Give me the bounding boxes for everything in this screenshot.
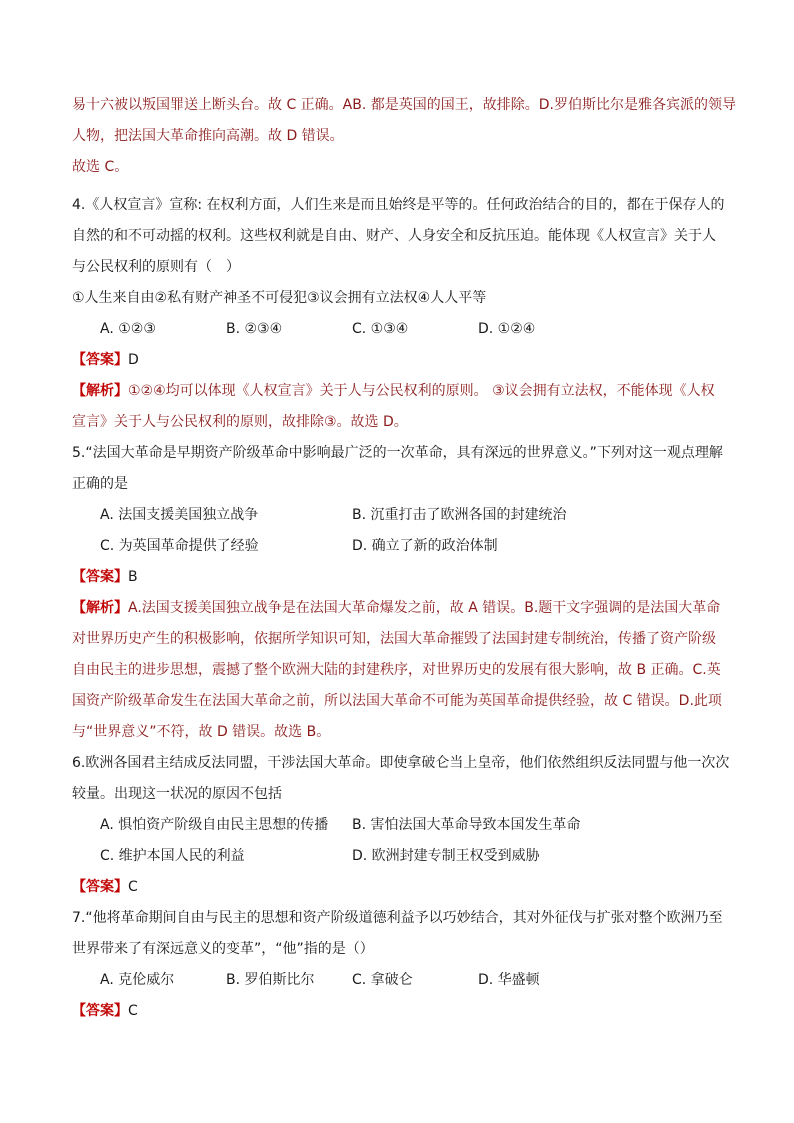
q3-explanation-line-2: 人物，把法国大革命推向高潮。故 D 错误。 (72, 128, 344, 144)
q3-conclusion: 故选 C。 (72, 159, 129, 175)
q7-stem-line-2: 世界带来了有深远意义的变革”，“他”指的是（） (72, 941, 374, 957)
q5-analysis-line-4: 国资产阶级革命发生在法国大革命之前，所以法国大革命不可能为英国革命提供经验，故 C 错误。D.此项 (72, 693, 722, 709)
answer-label: 【答案】 (72, 879, 128, 895)
q7-answer-value: C (128, 1003, 138, 1019)
answer-label: 【答案】 (72, 352, 128, 368)
q7-option-b: B. 罗伯斯比尔 (226, 972, 315, 988)
q4-analysis-line-1 (72, 381, 715, 401)
q4-stem-line-1: 4.《人权宣言》宣称: 在权利方面，人们生来是而且始终是平等的。任何政治结合的目的，都在于保存人的 (72, 197, 725, 213)
q4-statements: ①人生来自由②私有财产神圣不可侵犯③议会拥有立法权④人人平等 (72, 290, 487, 306)
q4-option-a: A. ①②③ (100, 321, 156, 337)
q7-option-c: C. 拿破仑 (352, 972, 413, 988)
q6-option-d: D. 欧洲封建专制王权受到威胁 (352, 848, 540, 864)
answer-label: 【答案】 (72, 1003, 128, 1019)
q7-answer (72, 1001, 138, 1021)
q6-option-c: C. 维护本国人民的利益 (100, 848, 245, 864)
q5-option-a: A. 法国支援美国独立战争 (100, 507, 259, 523)
q6-stem-line-2: 较量。出现这一状况的原因不包括 (72, 786, 282, 802)
q4-stem-line-2: 自然的和不可动摇的权利。这些权利就是自由、财产、人身安全和反抗压迫。能体现《人权宣言》关于人 (72, 228, 716, 244)
answer-label: 【答案】 (72, 569, 128, 585)
q7-option-d: D. 华盛顿 (478, 972, 540, 988)
q5-answer-value: B (128, 569, 138, 585)
q5-stem-line-2: 正确的是 (72, 476, 128, 492)
q6-answer (72, 877, 138, 897)
q5-analysis-line-3: 自由民主的进步思想，震撼了整个欧洲大陆的封建秩序，对世界历史的发展有很大影响，故 B 正确。C.英 (72, 662, 721, 678)
q5-answer (72, 567, 138, 587)
q5-option-b: B. 沉重打击了欧洲各国的封建统治 (352, 507, 567, 523)
q5-analysis-line-1 (72, 598, 720, 618)
q6-option-a: A. 惧怕资产阶级自由民主思想的传播 (100, 817, 329, 833)
q4-answer (72, 350, 139, 370)
q6-stem-line-1: 6.欧洲各国君主结成反法同盟，干涉法国大革命。即使拿破仑当上皇帝，他们依然组织反法同盟与他一次次 (72, 755, 730, 771)
analysis-label: 【解析】 (72, 600, 128, 616)
q4-option-c: C. ①③④ (352, 321, 409, 337)
q6-answer-value: C (128, 879, 138, 895)
q5-analysis-text-1: A.法国支援美国独立战争是在法国大革命爆发之前，故 A 错误。B.题干文字强调的是法国大革命 (128, 600, 721, 616)
q5-option-d: D. 确立了新的政治体制 (352, 538, 498, 554)
q7-stem-line-1: 7.“他将革命期间自由与民主的思想和资产阶级道德利益予以巧妙结合，其对外征伐与扩张对整个欧洲乃至 (72, 910, 723, 926)
q7-option-a: A. 克伦威尔 (100, 972, 175, 988)
q5-analysis-line-2: 对世界历史产生的积极影响，依据所学知识可知，法国大革命摧毁了法国封建专制统治，传播了资产阶级 (72, 631, 716, 647)
q3-explanation-line-1: 易十六被以叛国罪送上断头台。故 C 正确。AB. 都是英国的国王，故排除。D.罗伯斯比尔是雅各宾派的领导 (72, 97, 736, 113)
q4-stem-line-3: 与公民权利的原则有（ ） (72, 259, 240, 275)
q5-stem-line-1: 5.“法国大革命是早期资产阶级革命中影响最广泛的一次革命，具有深远的世界意义。”下列对这一观点理解 (72, 445, 723, 461)
q4-answer-value: D (128, 352, 139, 368)
q4-option-b: B. ②③④ (226, 321, 283, 337)
q4-option-d: D. ①②④ (478, 321, 536, 337)
q5-option-c: C. 为英国革命提供了经验 (100, 538, 259, 554)
q4-analysis-line-2: 宣言》关于人与公民权利的原则，故排除③。故选 D。 (72, 414, 408, 430)
q6-option-b: B. 害怕法国大革命导致本国发生革命 (352, 817, 581, 833)
analysis-label: 【解析】 (72, 383, 128, 399)
q4-analysis-text-1: ①②④均可以体现《人权宣言》关于人与公民权利的原则。 ③议会拥有立法权，不能体现《人权 (128, 383, 715, 399)
q5-analysis-line-5: 与“世界意义”不符，故 D 错误。故选 B。 (72, 724, 331, 740)
